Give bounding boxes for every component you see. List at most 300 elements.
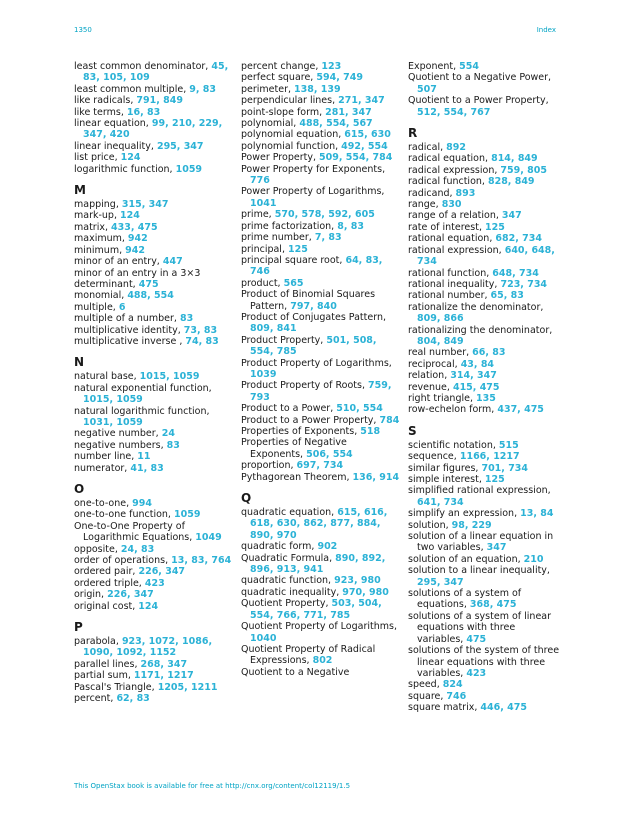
page-reference-links[interactable]: 594, 749 [316, 72, 363, 84]
page-reference-links[interactable]: 682, 734 [495, 233, 542, 245]
index-entry [241, 61, 401, 72]
index-term: order of operations, [74, 555, 169, 567]
page-reference-links[interactable]: 509, 554, 784 [319, 152, 393, 164]
page-reference-links[interactable]: 501, 508, 554, 785 [250, 334, 377, 358]
page-reference-links[interactable]: 518 [360, 426, 381, 437]
page-reference-links[interactable]: 226, 347 [107, 589, 154, 601]
index-term: linear inequality, [74, 140, 154, 152]
page-reference-links[interactable]: 74, 83 [185, 335, 219, 347]
index-term: row-echelon form, [408, 404, 495, 416]
page-reference-links[interactable]: 994 [132, 498, 152, 509]
index-entry [241, 621, 401, 644]
index-entry [241, 426, 401, 437]
index-entry [241, 312, 401, 335]
page-reference-links[interactable]: 697, 734 [296, 460, 344, 472]
index-column-1 [74, 61, 232, 705]
page-reference-links[interactable]: 1166, 1217 [459, 451, 520, 463]
page-reference-links[interactable]: 11 [137, 451, 151, 463]
index-term: original cost, [74, 600, 136, 612]
page-reference-links[interactable]: 124 [120, 210, 140, 222]
index-term: prime, [241, 209, 272, 221]
index-entry [241, 358, 401, 381]
index-entry [408, 210, 563, 221]
index-term: quadratic function, [241, 575, 332, 587]
index-term: mark-up, [74, 210, 117, 222]
index-section-letter: S [408, 423, 417, 438]
page-reference-links[interactable]: 615, 616, 618, 630, 862, 877, 884, 890, 970 [250, 507, 388, 541]
index-term: logarithmic function, [74, 163, 173, 175]
index-term: linear equation, [74, 118, 149, 130]
page-reference-links[interactable]: 268, 347 [140, 658, 188, 670]
page-reference-links[interactable]: 890, 892, 896, 913, 941 [250, 552, 386, 576]
page-reference-links[interactable]: 828, 849 [487, 176, 535, 188]
page-reference-links[interactable]: 99, 210, 229, 347, 420 [83, 118, 223, 141]
index-entry [408, 485, 563, 508]
page-reference-links[interactable]: 615, 630 [344, 129, 391, 141]
page-reference-links[interactable]: 423 [466, 667, 487, 679]
index-term: Quadratic Formula, [241, 552, 333, 564]
page-reference-links[interactable]: 13, 84 [520, 508, 554, 520]
page-reference-links[interactable]: 83 [179, 313, 194, 325]
page-reference-links[interactable]: 475 [466, 633, 487, 645]
index-term: origin, [74, 589, 105, 601]
index-term: ordered triple, [74, 577, 142, 589]
page-reference-links[interactable]: 797, 840 [290, 300, 337, 312]
index-term: right triangle, [408, 392, 473, 404]
index-term: rationalizing the denominator, [408, 324, 553, 336]
index-entry [74, 406, 232, 429]
index-entry [408, 325, 563, 348]
page-reference-links[interactable]: 41, 83 [130, 462, 164, 474]
index-entry [241, 437, 401, 460]
page-reference-links[interactable]: 66, 83 [472, 347, 506, 359]
page-reference-links[interactable]: 315, 347 [121, 199, 169, 211]
index-section-letter: N [74, 355, 85, 370]
index-term: range of a relation, [408, 210, 499, 222]
index-entry [408, 72, 563, 95]
index-entry [408, 233, 563, 244]
index-entry [74, 555, 232, 566]
index-term: solution to a linear inequality, [408, 565, 550, 577]
page-reference-links[interactable]: 8, 83 [337, 220, 364, 232]
index-entry [408, 279, 563, 290]
page-reference-links[interactable]: 814, 849 [491, 153, 538, 165]
index-entry [241, 415, 401, 426]
index-term: least common multiple, [74, 83, 187, 95]
index-term: Quotient Property of Radical Expressions, [241, 643, 376, 667]
index-entry [74, 233, 232, 244]
index-entry [241, 380, 401, 403]
index-term: partial sum, [74, 670, 131, 682]
index-term: natural exponential function, [74, 382, 212, 394]
index-term: principal, [241, 243, 285, 255]
index-term: Power Property for Exponents, [241, 163, 386, 175]
page-reference-links[interactable]: 893 [455, 187, 476, 199]
index-entry [74, 578, 232, 589]
page-reference-links[interactable]: 13, 83, 764 [171, 555, 232, 567]
index-entry [241, 164, 401, 187]
page-reference-links[interactable]: 271, 347 [338, 95, 385, 107]
page-reference-links[interactable]: 1059 [175, 163, 203, 175]
index-term: negative number, [74, 428, 159, 440]
index-entry [74, 279, 232, 290]
page-reference-links[interactable]: 492, 554 [341, 140, 388, 152]
page-reference-links[interactable]: 1015, 1059 [139, 371, 200, 383]
index-entry [408, 645, 563, 679]
page-reference-links[interactable]: 759, 793 [250, 380, 392, 403]
page-reference-links[interactable]: 570, 578, 592, 605 [274, 209, 375, 221]
index-term: determinant, [74, 278, 136, 290]
index-entry [74, 61, 232, 84]
index-entry [241, 507, 401, 541]
page-reference-links[interactable]: 65, 83 [490, 290, 524, 302]
index-term: Power Property of Logarithms, [241, 186, 385, 198]
index-entry [74, 164, 232, 175]
page-reference-links[interactable]: 804, 849 [417, 335, 464, 347]
index-entry [408, 554, 563, 565]
page-reference-links[interactable]: 210 [523, 553, 544, 565]
index-column-3 [408, 61, 563, 714]
index-term: Quotient Property of Logarithms, [241, 621, 397, 633]
index-term: Pythagorean Theorem, [241, 471, 350, 483]
index-term: scientific notation, [408, 439, 496, 451]
index-entry [74, 152, 232, 163]
page-reference-links[interactable]: 942 [127, 233, 148, 245]
index-term: sequence, [408, 451, 457, 463]
index-entry [408, 702, 563, 713]
index-entry [241, 221, 401, 232]
page-reference-links[interactable]: 1059 [173, 509, 201, 521]
index-entry [241, 95, 401, 106]
index-entry [74, 336, 232, 347]
index-term: rational expression, [408, 244, 502, 256]
index-entry [241, 118, 401, 129]
page-reference-links[interactable]: 64, 83, 746 [250, 254, 383, 278]
index-entry [74, 544, 232, 555]
page-reference-links[interactable]: 488, 554 [127, 290, 174, 302]
index-term: square, [408, 690, 444, 702]
index-term: quadratic form, [241, 541, 315, 553]
index-term: multiple, [74, 301, 116, 313]
index-term: natural logarithmic function, [74, 405, 210, 417]
index-entry [241, 232, 401, 243]
index-term: square matrix, [408, 702, 478, 714]
index-term: revenue, [408, 381, 450, 393]
index-entry [241, 152, 401, 163]
index-term: one-to-one, [74, 498, 130, 509]
page-reference-links[interactable]: 446, 475 [480, 702, 527, 714]
page-reference-links[interactable]: 16, 83 [126, 106, 161, 118]
index-term: multiplicative identity, [74, 324, 181, 336]
page-reference-links[interactable]: 295, 347 [156, 140, 204, 152]
page-reference-links[interactable]: 433, 475 [111, 221, 158, 233]
index-term: list price, [74, 152, 118, 164]
page-reference-links[interactable]: 423 [144, 577, 165, 589]
page-reference-links[interactable]: 1040 [250, 632, 277, 644]
page-reference-links[interactable]: 314, 347 [450, 370, 497, 382]
index-entry [74, 245, 232, 256]
index-term: Quotient Property, [241, 598, 329, 610]
index-entry [408, 222, 563, 233]
page-reference-links[interactable]: 1049 [195, 532, 222, 544]
index-entry [74, 601, 232, 612]
index-entry [408, 508, 563, 519]
index-term: polynomial equation, [241, 129, 342, 141]
index-entry [241, 186, 401, 209]
index-entry [408, 153, 563, 164]
page-reference-links[interactable]: 123 [321, 61, 342, 72]
page-reference-links[interactable]: 1041 [250, 197, 277, 209]
index-entry [74, 141, 232, 152]
index-term: minimum, [74, 244, 123, 256]
page-reference-links[interactable]: 824 [442, 679, 463, 691]
index-term: Product of Conjugates Pattern, [241, 311, 386, 323]
page-reference-links[interactable]: 73, 83 [183, 324, 218, 336]
index-term: Product to a Power, [241, 403, 334, 415]
index-entry [408, 440, 563, 451]
index-entry [408, 691, 563, 702]
index-entry [241, 644, 401, 667]
index-term: matrix, [74, 221, 108, 233]
index-term: numerator, [74, 462, 128, 474]
page-reference-links[interactable]: 24, 83 [120, 543, 155, 555]
page-reference-links[interactable]: 9, 83 [189, 83, 216, 95]
page-reference-links[interactable]: 923, 980 [334, 575, 381, 587]
page-reference-links[interactable]: 1015, 1059 [83, 394, 143, 406]
index-entry [241, 335, 401, 358]
page-reference-links[interactable]: 83 [166, 439, 180, 451]
page-reference-links[interactable]: 942 [125, 244, 145, 256]
page-reference-links[interactable]: 475 [138, 278, 159, 290]
index-term: One-to-One Property of Logarithmic Equations, [74, 520, 193, 544]
index-term: solutions of a system of equations, [408, 588, 522, 611]
page-reference-links[interactable]: 515 [498, 439, 519, 451]
page-reference-links[interactable]: 902 [317, 541, 338, 553]
index-entry [74, 659, 232, 670]
index-entry [241, 575, 401, 586]
index-term: similar figures, [408, 462, 479, 474]
page-reference-links[interactable]: 1031, 1059 [83, 416, 143, 428]
index-term: quadratic inequality, [241, 586, 340, 598]
index-term: percent change, [241, 61, 319, 72]
page-reference-links[interactable]: 791, 849 [136, 95, 183, 107]
page-reference-links[interactable]: 447 [162, 256, 183, 268]
page-reference-links[interactable]: 809, 866 [417, 313, 464, 325]
page-reference-links[interactable]: 43, 84 [460, 358, 495, 370]
index-entry [241, 107, 401, 118]
page-reference-links[interactable]: 802 [312, 655, 333, 667]
index-entry [241, 278, 401, 289]
page-reference-links[interactable]: 415, 475 [452, 381, 500, 393]
index-term: least common denominator, [74, 61, 209, 72]
page-reference-links[interactable]: 776 [250, 175, 270, 187]
page-reference-links[interactable]: 640, 648, 734 [417, 244, 555, 268]
page-reference-links[interactable]: 892 [446, 142, 466, 154]
index-section-letter: M [74, 183, 86, 198]
page-reference-links[interactable]: 512, 554, 767 [417, 106, 491, 118]
index-term: Product Property of Logarithms, [241, 357, 392, 369]
index-term: Product to a Power Property, [241, 414, 377, 426]
index-entry [241, 209, 401, 220]
page-reference-links[interactable]: 506, 554 [306, 448, 353, 460]
index-term: radical equation, [408, 153, 489, 165]
index-term: solution of an equation, [408, 553, 521, 565]
index-term: Product Property of Roots, [241, 380, 365, 392]
page-reference-links[interactable]: 125 [288, 243, 308, 255]
page-reference-links[interactable]: 759, 805 [500, 164, 547, 176]
page-reference-links[interactable]: 45, 83, 105, 109 [83, 61, 229, 84]
index-entry [408, 531, 563, 554]
page-reference-links[interactable]: 135 [476, 392, 496, 404]
page-reference-links[interactable]: 124 [138, 600, 159, 612]
index-term: parabola, [74, 636, 119, 648]
index-term: polynomial, [241, 118, 297, 130]
page-reference-links[interactable]: 125 [484, 474, 505, 485]
index-entry [74, 84, 232, 95]
page-reference-links[interactable]: 510, 554 [336, 403, 383, 415]
page-reference-links[interactable]: 923, 1072, 1086, 1090, 1092, 1152 [83, 636, 213, 659]
index-term: real number, [408, 347, 470, 359]
index-entry [74, 256, 232, 267]
index-term: product, [241, 277, 281, 289]
index-entry [408, 165, 563, 176]
index-entry [408, 347, 563, 358]
index-entry [408, 451, 563, 462]
index-entry [408, 302, 563, 325]
page-reference-links[interactable]: 124 [120, 152, 141, 164]
index-entry [241, 587, 401, 598]
index-entry [241, 598, 401, 621]
index-term: natural base, [74, 371, 137, 383]
page-reference-links[interactable]: 62, 83 [116, 693, 150, 705]
index-entry [241, 255, 401, 278]
page-reference-links[interactable]: 507 [417, 83, 437, 95]
index-entry [74, 463, 232, 474]
index-entry [74, 682, 232, 693]
index-term: proportion, [241, 460, 294, 472]
index-entry [74, 670, 232, 681]
page-reference-links[interactable]: 970, 980 [342, 586, 389, 598]
index-entry [74, 222, 232, 233]
index-term: solution, [408, 519, 449, 531]
page-reference-links[interactable]: 368, 475 [469, 599, 517, 611]
page-reference-links[interactable]: 347 [486, 542, 507, 554]
page-reference-links[interactable]: 98, 229 [451, 519, 492, 531]
index-term: Pascal's Triangle, [74, 681, 155, 693]
index-entry [74, 290, 232, 301]
index-term: radical expression, [408, 164, 498, 176]
index-term: radical function, [408, 176, 485, 188]
index-term: Exponent, [408, 61, 457, 72]
page-reference-links[interactable]: 7, 83 [314, 232, 342, 244]
index-term: polynomial function, [241, 140, 339, 152]
page-reference-links[interactable]: 488, 554, 567 [299, 118, 373, 130]
index-entry [408, 463, 563, 474]
index-entry [408, 393, 563, 404]
page-reference-links[interactable]: 295, 347 [417, 576, 464, 588]
index-entry [408, 359, 563, 370]
index-term: ordered pair, [74, 566, 136, 578]
index-entry [74, 589, 232, 600]
index-entry [241, 403, 401, 414]
index-entry [74, 325, 232, 336]
index-entry [74, 199, 232, 210]
index-entry [408, 382, 563, 393]
index-entry [74, 268, 232, 279]
index-term: radicand, [408, 187, 453, 199]
index-term: multiple of a number, [74, 313, 177, 325]
index-entry [74, 302, 232, 313]
page-reference-links[interactable]: 554 [459, 61, 479, 72]
index-term: simplify an expression, [408, 508, 518, 520]
index-section-letter: Q [241, 491, 252, 506]
index-entry [74, 428, 232, 439]
index-entry [408, 679, 563, 690]
index-section-letter: R [408, 126, 418, 141]
page-reference-links[interactable]: 809, 841 [250, 323, 297, 335]
index-entry [74, 440, 232, 451]
page-reference-links[interactable]: 565 [283, 277, 304, 289]
page-reference-links[interactable]: 24 [161, 428, 175, 440]
index-entry [408, 370, 563, 381]
page-reference-links[interactable]: 641, 734 [417, 496, 464, 508]
index-entry [408, 290, 563, 301]
index-term: perfect square, [241, 72, 314, 84]
index-term: mapping, [74, 199, 119, 211]
index-term: minor of an entry, [74, 256, 160, 268]
page-reference-links[interactable]: 1171, 1217 [133, 670, 194, 682]
index-entry [408, 142, 563, 153]
page-reference-links[interactable]: 784 [379, 414, 400, 426]
page-reference-links[interactable]: 746 [446, 690, 467, 702]
index-entry [74, 521, 232, 544]
page-reference-links[interactable]: 136, 914 [352, 471, 400, 483]
index-entry [74, 371, 232, 382]
page-reference-links[interactable]: 503, 504, 554, 766, 771, 785 [250, 598, 382, 621]
page-reference-links[interactable]: 1205, 1211 [157, 681, 218, 693]
index-term: speed, [408, 679, 440, 691]
page-reference-links[interactable]: 226, 347 [138, 566, 186, 578]
index-term: rational number, [408, 290, 488, 302]
page-reference-links[interactable]: 830 [441, 199, 462, 211]
page-reference-links[interactable]: 125 [485, 221, 505, 233]
page-reference-links[interactable]: 281, 347 [325, 106, 372, 118]
page-reference-links[interactable]: 347 [501, 210, 522, 222]
index-entry [74, 383, 232, 406]
page-reference-links[interactable]: 138, 139 [294, 83, 341, 95]
index-term: one-to-one function, [74, 509, 171, 521]
page-reference-links[interactable]: 437, 475 [497, 404, 544, 416]
index-term: like terms, [74, 106, 124, 118]
index-entry [408, 520, 563, 531]
page-reference-links[interactable]: 723, 734 [500, 278, 548, 290]
index-term: reciprocal, [408, 358, 458, 370]
index-entry [241, 129, 401, 140]
index-entry [241, 141, 401, 152]
index-entry [408, 588, 563, 611]
page-reference-links[interactable]: 701, 734 [481, 462, 529, 474]
index-entry [408, 61, 563, 72]
index-term: Quotient to a Power Property, [408, 95, 549, 107]
index-entry [241, 289, 401, 312]
index-term: simple interest, [408, 474, 482, 485]
page-reference-links[interactable]: 648, 734 [492, 267, 539, 279]
index-section-letter: P [74, 620, 83, 635]
index-entry [408, 565, 563, 588]
page-reference-links[interactable]: 6 [118, 301, 126, 313]
index-entry [241, 667, 401, 678]
page-reference-links[interactable]: 1039 [250, 368, 277, 380]
